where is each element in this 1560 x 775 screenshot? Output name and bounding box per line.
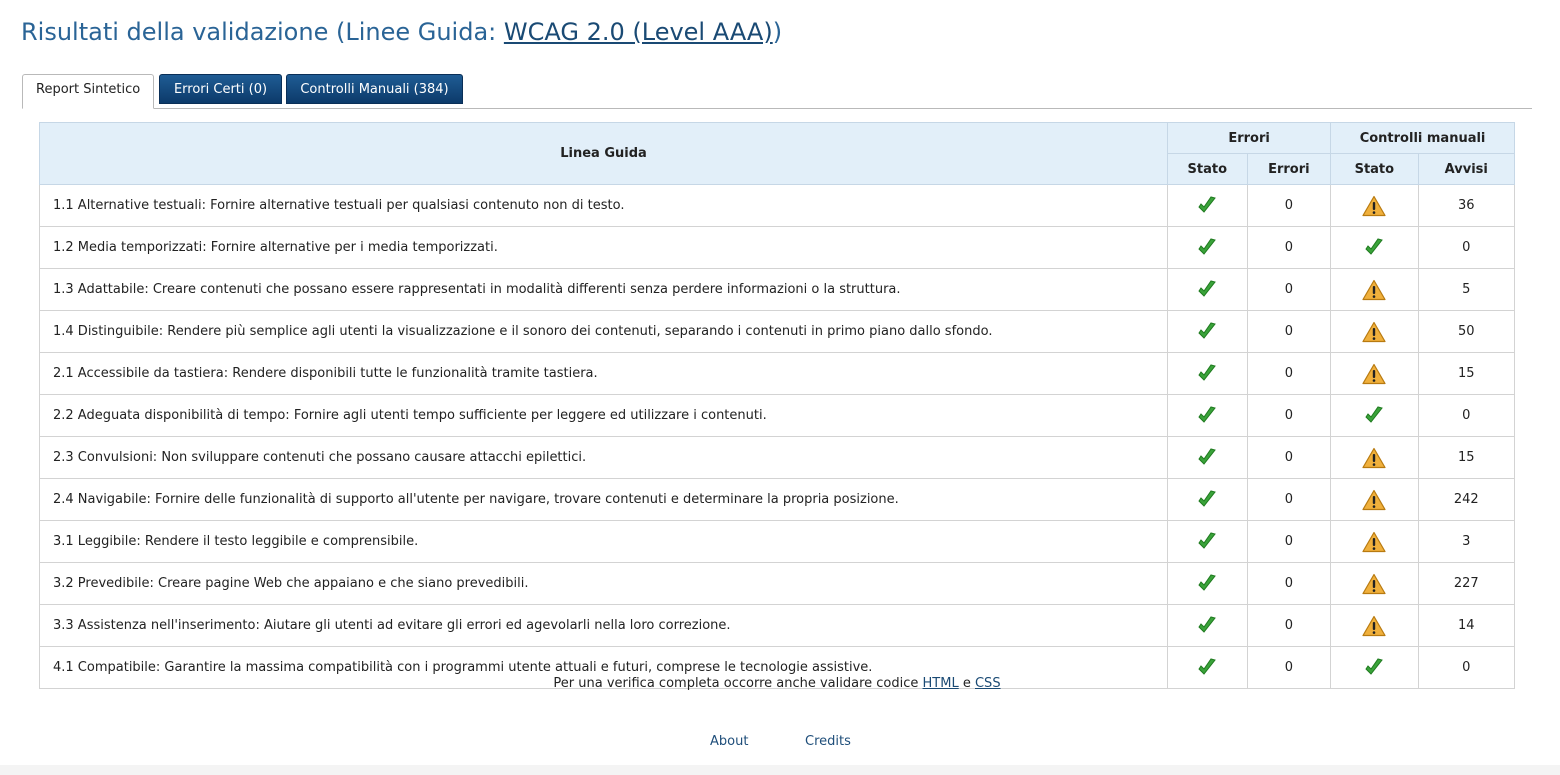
error-status-cell <box>1168 353 1248 395</box>
note-text: Per una verifica completa occorre anche validare codice <box>553 676 923 691</box>
note-conjunction: e <box>958 676 975 691</box>
check-icon <box>1196 240 1218 255</box>
guideline-cell: 2.2 Adeguata disponibilità di tempo: Fornire agli utenti tempo sufficiente per leggere ed utilizzare i contenuti. <box>40 395 1168 437</box>
table-row <box>40 395 1515 437</box>
error-status-cell <box>1168 395 1248 437</box>
warnings-count-cell: 0 <box>1418 227 1514 269</box>
header-avvisi: Avvisi <box>1418 154 1514 185</box>
error-count-cell: 0 <box>1247 647 1331 689</box>
table-row <box>40 563 1515 605</box>
error-count-cell: 0 <box>1247 227 1331 269</box>
manual-status-cell <box>1331 605 1418 647</box>
warning-icon <box>1362 366 1386 381</box>
check-icon <box>1196 282 1218 297</box>
guideline-cell: 1.3 Adattabile: Creare contenuti che possano essere rappresentati in modalità differenti senza perdere informazioni o la struttura. <box>40 269 1168 311</box>
page-title-suffix: ) <box>772 18 783 46</box>
tab-report-sintetico[interactable]: Report Sintetico <box>22 74 154 109</box>
header-controlli-manuali-group: Controlli manuali <box>1331 123 1515 154</box>
page-title-prefix: Risultati della validazione (Linee Guida: <box>21 18 504 46</box>
check-icon <box>1196 492 1218 507</box>
summary-table <box>39 122 1515 689</box>
warnings-count-cell: 5 <box>1418 269 1514 311</box>
manual-status-cell <box>1331 563 1418 605</box>
warnings-count-cell: 3 <box>1418 521 1514 563</box>
warning-icon <box>1362 576 1386 591</box>
error-count-cell: 0 <box>1247 563 1331 605</box>
css-validator-link[interactable]: CSS <box>974 676 1001 691</box>
warning-icon <box>1362 324 1386 339</box>
guideline-cell: 3.1 Leggibile: Rendere il testo leggibile e comprensibile. <box>40 521 1168 563</box>
check-icon <box>1196 618 1218 633</box>
check-icon <box>1196 324 1218 339</box>
tab-errori-certi[interactable]: Errori Certi (0) <box>159 74 282 104</box>
guideline-cell: 3.3 Assistenza nell'inserimento: Aiutare gli utenti ad evitare gli errori ed agevolarli nella loro correzione. <box>40 605 1168 647</box>
header-linea-guida: Linea Guida <box>40 123 1168 185</box>
page-title <box>21 18 782 46</box>
manual-status-cell <box>1331 395 1418 437</box>
warnings-count-cell: 50 <box>1418 311 1514 353</box>
warning-icon <box>1362 198 1386 213</box>
guideline-cell: 1.2 Media temporizzati: Fornire alternative per i media temporizzati. <box>40 227 1168 269</box>
footer-credits-link[interactable]: Credits <box>805 734 851 749</box>
check-icon <box>1196 576 1218 591</box>
table-row <box>40 185 1515 227</box>
guideline-cell: 3.2 Prevedibile: Creare pagine Web che appaiano e che siano prevedibili. <box>40 563 1168 605</box>
warning-icon <box>1362 492 1386 507</box>
check-icon <box>1196 408 1218 423</box>
check-icon <box>1196 660 1218 675</box>
guidelines-link[interactable]: WCAG 2.0 (Level AAA) <box>503 18 773 46</box>
footer-about-link[interactable]: About <box>710 734 749 749</box>
manual-status-cell <box>1331 311 1418 353</box>
check-icon <box>1196 450 1218 465</box>
guideline-cell: 1.4 Distinguibile: Rendere più semplice agli utenti la visualizzazione e il sonoro dei contenuti, separando i contenuti in primo piano dallo sfondo. <box>40 311 1168 353</box>
tab-controlli-manuali[interactable]: Controlli Manuali (384) <box>286 74 463 104</box>
warning-icon <box>1362 534 1386 549</box>
guideline-cell: 4.1 Compatibile: Garantire la massima compatibilità con i programmi utente attuali e futuri, comprese le tecnologie assistive. <box>40 647 1168 689</box>
error-status-cell <box>1168 437 1248 479</box>
error-count-cell: 0 <box>1247 437 1331 479</box>
error-count-cell: 0 <box>1247 269 1331 311</box>
check-icon <box>1196 198 1218 213</box>
validation-note <box>0 676 1554 691</box>
warnings-count-cell: 14 <box>1418 605 1514 647</box>
header-stato: Stato <box>1168 154 1248 185</box>
table-row <box>40 269 1515 311</box>
error-status-cell <box>1168 563 1248 605</box>
table-row <box>40 479 1515 521</box>
error-status-cell <box>1168 227 1248 269</box>
error-count-cell: 0 <box>1247 353 1331 395</box>
warnings-count-cell: 15 <box>1418 437 1514 479</box>
report-tabs <box>22 74 1532 109</box>
error-count-cell: 0 <box>1247 605 1331 647</box>
warnings-count-cell: 36 <box>1418 185 1514 227</box>
error-count-cell: 0 <box>1247 395 1331 437</box>
guideline-cell: 2.4 Navigabile: Fornire delle funzionalità di supporto all'utente per navigare, trovare contenuti e determinare la propria posizione. <box>40 479 1168 521</box>
warnings-count-cell: 15 <box>1418 353 1514 395</box>
guideline-cell: 1.1 Alternative testuali: Fornire alternative testuali per qualsiasi contenuto non di testo. <box>40 185 1168 227</box>
check-icon <box>1363 408 1385 423</box>
manual-status-cell <box>1331 521 1418 563</box>
error-status-cell <box>1168 521 1248 563</box>
check-icon <box>1196 366 1218 381</box>
header-errori-group: Errori <box>1168 123 1331 154</box>
warnings-count-cell: 242 <box>1418 479 1514 521</box>
manual-status-cell <box>1331 437 1418 479</box>
error-count-cell: 0 <box>1247 521 1331 563</box>
error-count-cell: 0 <box>1247 311 1331 353</box>
check-icon <box>1363 240 1385 255</box>
check-icon <box>1196 534 1218 549</box>
guideline-cell: 2.1 Accessibile da tastiera: Rendere disponibili tutte le funzionalità tramite tastiera. <box>40 353 1168 395</box>
table-row <box>40 227 1515 269</box>
warnings-count-cell: 0 <box>1418 395 1514 437</box>
error-count-cell: 0 <box>1247 479 1331 521</box>
error-status-cell <box>1168 479 1248 521</box>
table-row <box>40 605 1515 647</box>
table-row <box>40 521 1515 563</box>
guideline-cell: 2.3 Convulsioni: Non sviluppare contenuti che possano causare attacchi epilettici. <box>40 437 1168 479</box>
page-bottom-band <box>0 765 1560 775</box>
header-stato-manual: Stato <box>1331 154 1418 185</box>
warning-icon <box>1362 618 1386 633</box>
check-icon <box>1363 660 1385 675</box>
error-status-cell <box>1168 269 1248 311</box>
warnings-count-cell: 227 <box>1418 563 1514 605</box>
table-row <box>40 437 1515 479</box>
warnings-count-cell: 0 <box>1418 647 1514 689</box>
table-row <box>40 311 1515 353</box>
error-count-cell: 0 <box>1247 185 1331 227</box>
html-validator-link[interactable]: HTML <box>922 676 959 691</box>
table-row <box>40 353 1515 395</box>
manual-status-cell <box>1331 353 1418 395</box>
manual-status-cell <box>1331 269 1418 311</box>
manual-status-cell <box>1331 227 1418 269</box>
manual-status-cell <box>1331 185 1418 227</box>
error-status-cell <box>1168 311 1248 353</box>
manual-status-cell <box>1331 479 1418 521</box>
header-errori: Errori <box>1247 154 1331 185</box>
warning-icon <box>1362 450 1386 465</box>
error-status-cell <box>1168 605 1248 647</box>
warning-icon <box>1362 282 1386 297</box>
error-status-cell <box>1168 185 1248 227</box>
